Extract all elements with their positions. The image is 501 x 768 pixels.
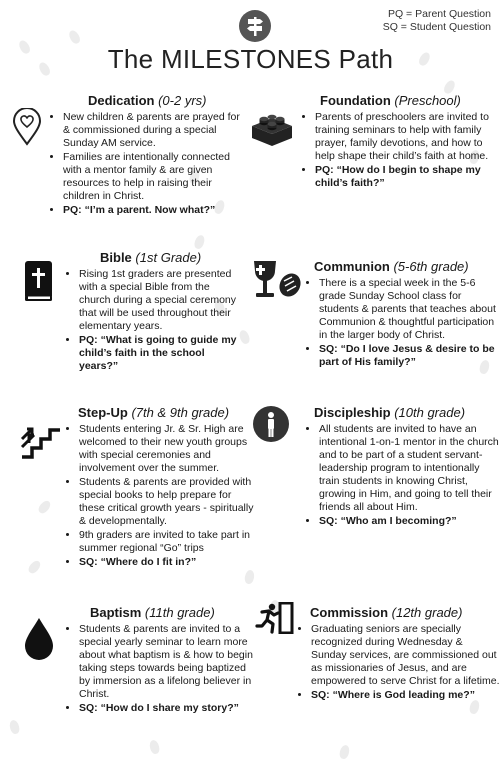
foundation-age: (Preschool) bbox=[394, 93, 461, 108]
stepup-bullet-2: • Students & parents are provided with special books to help prepare for these critical growth years - spiritually & developmentally. bbox=[79, 476, 257, 528]
legend-pq: PQ = Parent Question bbox=[387, 8, 491, 20]
communion-list bbox=[306, 277, 499, 370]
stepup-bullet-3: • 9th graders are invited to take part in summer regional “Go” trips bbox=[79, 529, 257, 555]
bible-bullet-1: • Rising 1st graders are presented with a special Bible from the church during a special ceremony that will be used throughout their elementary years. bbox=[79, 268, 239, 333]
discipleship-bullet-1: • All students are invited to have an intentional 1-on-1 mentor in the church and to be part of a student servant-leadership program to intentionally train students in knowing Christ, growing in Him, and going to tell their friends all about Him. bbox=[319, 423, 499, 514]
communion-question: • SQ: “Do I love Jesus & desire to be part of His family?” bbox=[319, 343, 499, 369]
legend-sq: SQ = Student Question bbox=[382, 21, 491, 33]
baptism-list bbox=[66, 623, 257, 716]
page-title: The MILESTONES Path bbox=[107, 44, 394, 74]
stepup-age: (7th & 9th grade) bbox=[131, 405, 230, 420]
bible-icon bbox=[22, 260, 54, 302]
dedication-list bbox=[50, 111, 248, 218]
commission-heading bbox=[310, 605, 462, 620]
communion-title: Communion bbox=[314, 259, 390, 274]
bible-list bbox=[66, 268, 239, 374]
foundation-bullet-1: • Parents of preschoolers are invited to training seminars to help with family prayer, family devotions, and how to help shape their child’s faith at home. bbox=[315, 111, 501, 163]
dedication-question: • PQ: “I’m a parent. Now what?” bbox=[63, 204, 248, 217]
water-drop-icon bbox=[22, 616, 56, 662]
bible-question: • PQ: “What is going to guide my child’s faith in the school years?” bbox=[79, 334, 239, 373]
stepup-question: • SQ: “Where do I fit in?” bbox=[79, 556, 257, 569]
foundation-heading bbox=[320, 93, 461, 108]
stepup-bullet-1: • Students entering Jr. & Sr. High are welcomed to their new youth groups with special ceremonies and involvement over the summer. bbox=[79, 423, 257, 475]
discipleship-list bbox=[306, 423, 499, 529]
stepup-title: Step-Up bbox=[78, 405, 128, 420]
stairs-icon bbox=[20, 421, 62, 461]
commission-list bbox=[298, 623, 501, 703]
foundation-title: Foundation bbox=[320, 93, 391, 108]
dedication-age: (0-2 yrs) bbox=[158, 93, 207, 108]
stepup-list bbox=[66, 423, 257, 570]
foundation-list bbox=[302, 111, 501, 191]
baptism-bullet-1: • Students & parents are invited to a special yearly seminar to learn more about what baptism is & how to begin taking steps towards being baptized by immersion as a lifelong believer in Christ. bbox=[79, 623, 257, 701]
commission-age: (12th grade) bbox=[391, 605, 463, 620]
baptism-title: Baptism bbox=[90, 605, 142, 620]
discipleship-title: Discipleship bbox=[314, 405, 391, 420]
foundation-question: • PQ: “How do I begin to shape my child’s faith?” bbox=[315, 164, 501, 190]
communion-heading bbox=[314, 259, 469, 274]
bible-title: Bible bbox=[100, 250, 132, 265]
signpost-icon bbox=[239, 10, 271, 42]
bible-age: (1st Grade) bbox=[135, 250, 202, 265]
bible-heading bbox=[100, 250, 201, 265]
person-icon bbox=[252, 405, 290, 443]
communion-age: (5-6th grade) bbox=[393, 259, 469, 274]
dedication-heading bbox=[88, 93, 206, 108]
baptism-question: • SQ: “How do I share my story?” bbox=[79, 702, 257, 715]
commission-bullet-1: • Graduating seniors are specially recognized during Wednesday & Sunday services, are commissioned out as missionaries of Jesus, and are empowered to serve Christ for a lifetime. bbox=[311, 623, 501, 688]
location-heart-icon bbox=[12, 108, 42, 146]
lego-brick-icon bbox=[248, 108, 296, 148]
baptism-age: (11th grade) bbox=[144, 605, 215, 620]
commission-title: Commission bbox=[310, 605, 389, 620]
running-exit-icon bbox=[254, 602, 294, 634]
discipleship-heading bbox=[314, 405, 465, 420]
stepup-heading bbox=[78, 405, 229, 420]
dedication-bullet-2: • Families are intentionally connected with a mentor family & are given resources to help in raising their children in Christ. bbox=[63, 151, 248, 203]
commission-question: • SQ: “Where is God leading me?” bbox=[311, 689, 501, 702]
dedication-title: Dedication bbox=[88, 93, 155, 108]
dedication-bullet-1: • New children & parents are prayed for & commissioned during a special Sunday AM service. bbox=[63, 111, 248, 150]
baptism-heading bbox=[90, 605, 215, 620]
discipleship-age: (10th grade) bbox=[394, 405, 466, 420]
chalice-bread-icon bbox=[250, 259, 302, 301]
legend bbox=[383, 8, 491, 34]
communion-bullet-1: • There is a special week in the 5-6 grade Sunday School class for students & parents that teaches about Communion & thoughtful participation in the larger body of Christ. bbox=[319, 277, 499, 342]
discipleship-question: • SQ: “Who am I becoming?” bbox=[319, 515, 499, 528]
